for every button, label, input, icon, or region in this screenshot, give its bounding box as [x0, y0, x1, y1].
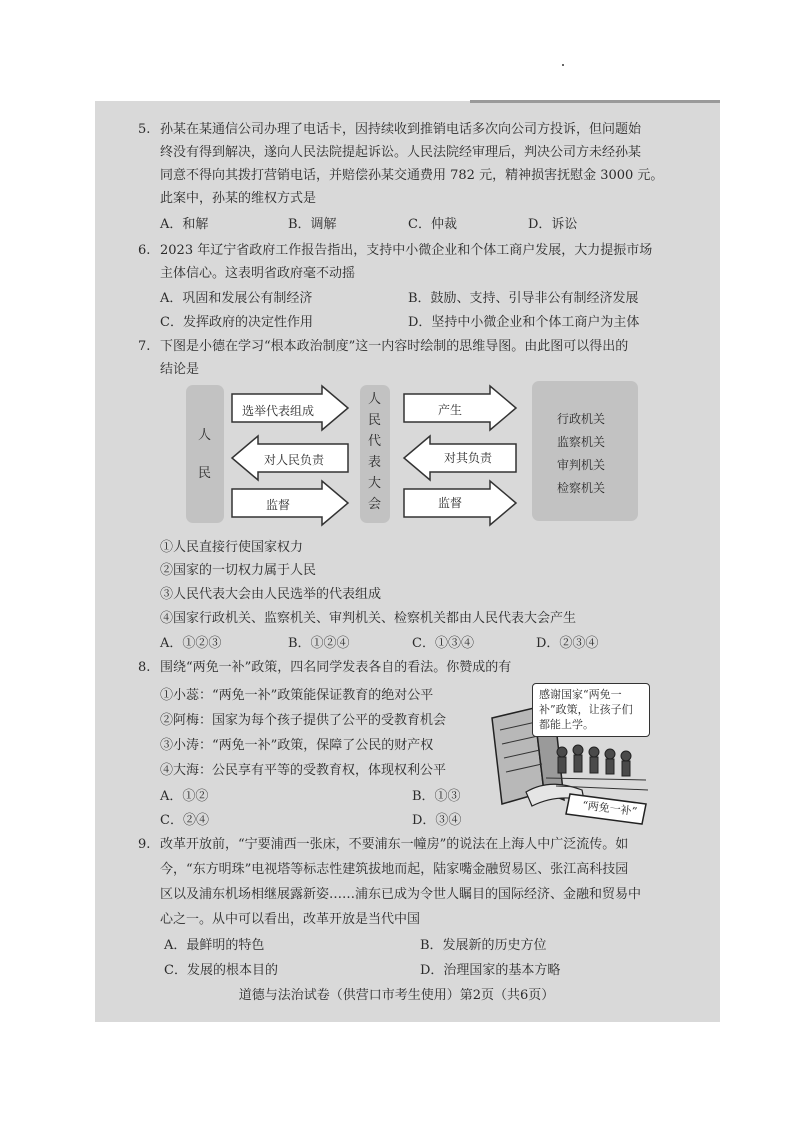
- page-footer: 道德与法治试卷（供营口市考生使用）第2页（共6页）: [238, 988, 555, 1003]
- scan-speck: [562, 64, 564, 66]
- option-c[interactable]: C．发挥政府的决定性作用: [160, 315, 313, 330]
- option-b[interactable]: B．①②④: [288, 636, 350, 651]
- option-a[interactable]: A．①②: [160, 789, 209, 804]
- statement: ④大海：公民享有平等的受教育权，体现权利公平: [160, 763, 447, 778]
- question-text: 下图是小德在学习“根本政治制度”这一内容时绘制的思维导图。由此图可以得出的: [160, 339, 629, 354]
- option-d[interactable]: D．诉讼: [528, 217, 578, 232]
- statement: ②国家的一切权力属于人民: [160, 563, 317, 578]
- arrow-label: 监督: [438, 496, 463, 510]
- option-d[interactable]: D．③④: [412, 813, 462, 828]
- question-text: 区以及浦东机场相继展露新姿……浦东已成为令世人瞩目的国际经济、金融和贸易中: [160, 887, 642, 902]
- question-text: 围绕“两免一补”政策，四名同学发表各自的看法。你赞成的有: [160, 660, 512, 675]
- arrow-label: 对人民负责: [264, 453, 325, 467]
- question-number: 7.: [138, 339, 151, 354]
- statement: ①人民直接行使国家权力: [160, 540, 304, 555]
- question-number: 6.: [138, 243, 151, 258]
- option-b[interactable]: B．①③: [412, 789, 461, 804]
- option-a[interactable]: A．和解: [160, 217, 209, 232]
- question-text: 同意不得向其拨打营销电话，并赔偿孙某交通费用 782 元，精神损害抚慰金 3000 元。: [160, 168, 664, 183]
- option-a[interactable]: A．最鲜明的特色: [164, 938, 265, 953]
- npc-box: 人 民 代 表 大 会: [360, 385, 390, 523]
- question-text: 终没有得到解决，遂向人民法院提起诉讼。人民法院经审理后，判决公司方未经孙某: [160, 145, 642, 160]
- option-c[interactable]: C．仲裁: [408, 217, 457, 232]
- state-organs-box: 行政机关 监察机关 审判机关 检察机关: [532, 381, 638, 521]
- question-text: 结论是: [160, 362, 200, 377]
- people-box: 人 民: [186, 385, 224, 523]
- arrow-label: 选举代表组成: [242, 404, 315, 418]
- option-a[interactable]: A．①②③: [160, 636, 222, 651]
- speech-bubble: 感谢国家“两免一 补”政策，让孩子们 都能上学。: [532, 683, 650, 737]
- question-text: 2023 年辽宁省政府工作报告指出，支持中小微企业和个体工商户发展，大力提振市场: [160, 243, 653, 258]
- question-number: 9.: [138, 837, 151, 852]
- question-text: 主体信心。这表明省政府毫不动摇: [160, 266, 356, 281]
- statement: ②阿梅：国家为每个孩子提供了公平的受教育机会: [160, 713, 447, 728]
- arrow-label: 对其负责: [444, 451, 493, 465]
- question-number: 8.: [138, 660, 151, 675]
- option-d[interactable]: D．坚持中小微企业和个体工商户为主体: [408, 315, 640, 330]
- question-text: 孙某在某通信公司办理了电话卡，因持续收到推销电话多次向公司方投诉，但问题始: [160, 122, 642, 137]
- option-c[interactable]: C．②④: [160, 813, 209, 828]
- question-text: 今，“东方明珠”电视塔等标志性建筑拔地而起，陆家嘴金融贸易区、张江高科技园: [160, 862, 629, 877]
- option-a[interactable]: A．巩固和发展公有制经济: [160, 291, 313, 306]
- option-b[interactable]: B．发展新的历史方位: [420, 938, 547, 953]
- arrow-label: 监督: [266, 498, 291, 512]
- option-c[interactable]: C．发展的根本目的: [164, 963, 278, 978]
- option-c[interactable]: C．①③④: [412, 636, 474, 651]
- statement: ①小蕊：“两免一补”政策能保证教育的绝对公平: [160, 688, 434, 703]
- question-text: 心之一。从中可以看出，改革开放是当代中国: [160, 912, 421, 927]
- statement: ④国家行政机关、监察机关、审判机关、检察机关都由人民代表大会产生: [160, 611, 577, 626]
- question-number: 5.: [138, 122, 151, 137]
- option-b[interactable]: B．调解: [288, 217, 337, 232]
- statement: ③人民代表大会由人民选举的代表组成: [160, 587, 382, 602]
- question-text: 此案中，孙某的维权方式是: [160, 191, 317, 206]
- statement: ③小涛：“两免一补”政策，保障了公民的财产权: [160, 738, 434, 753]
- question-text: 改革开放前，“宁要浦西一张床，不要浦东一幢房”的说法在上海人中广泛流传。如: [160, 837, 629, 852]
- banner-text: “两免一补”: [581, 798, 638, 819]
- header-rule: [470, 100, 720, 103]
- option-d[interactable]: D．②③④: [536, 636, 599, 651]
- option-b[interactable]: B．鼓励、支持、引导非公有制经济发展: [408, 291, 639, 306]
- arrow-label: 产生: [438, 403, 463, 417]
- option-d[interactable]: D．治理国家的基本方略: [420, 963, 561, 978]
